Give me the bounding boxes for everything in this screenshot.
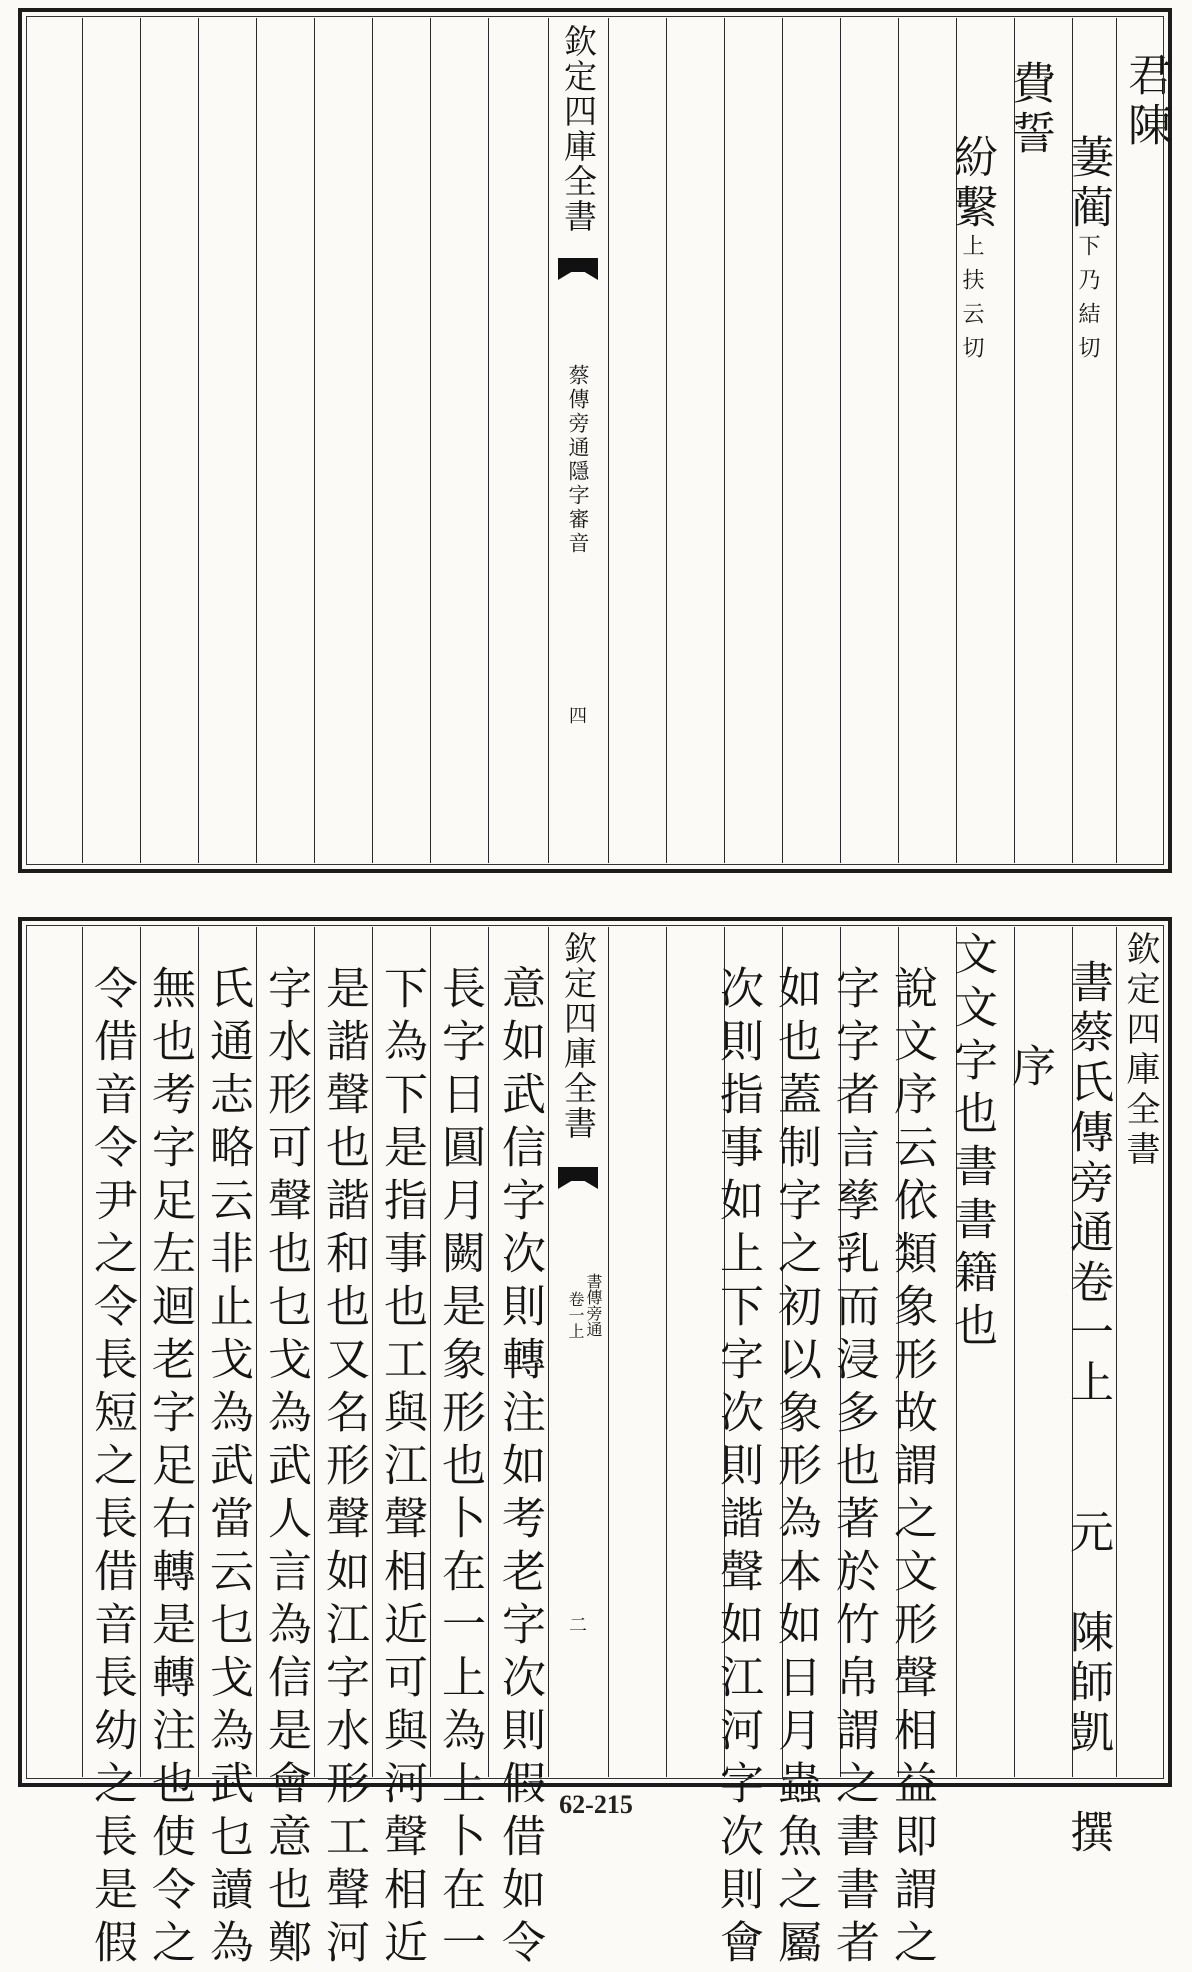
center-subtitle-volume: 卷一上 bbox=[566, 1291, 585, 1339]
column-title-jun-chen: 君陳 bbox=[1120, 52, 1171, 152]
text-column: 字水形可聲也乜戈為武人言為信是會意也鄭 bbox=[260, 965, 311, 1972]
entry-characters: 紛繫 bbox=[946, 134, 997, 234]
text-column: 次則指事如上下字次則諧聲如江河字次則會 bbox=[712, 965, 763, 1972]
text-column: 是諧聲也諧和也又名形聲如江字水形工聲河 bbox=[318, 965, 369, 1972]
page-number: 四 bbox=[569, 706, 587, 727]
center-title: 欽定四庫全書 bbox=[559, 931, 598, 1141]
entry-characters: 萋蔺 bbox=[1062, 134, 1113, 234]
reading-note: 下乃結切 bbox=[1075, 234, 1100, 370]
reading-note: 上扶云切 bbox=[959, 234, 984, 370]
fishtail-mark-icon bbox=[558, 1167, 598, 1199]
upper-page bbox=[18, 8, 1172, 873]
fishtail-mark-icon bbox=[558, 258, 598, 290]
text-column: 長字日圓月闕是象形也卜在一上為上卜在一 bbox=[434, 965, 485, 1972]
text-column: 無也考字足左迴老字足右轉是轉注也使令之 bbox=[144, 965, 195, 1972]
center-title: 欽定四庫全書 bbox=[559, 24, 598, 234]
text-column: 意如武信字次則轉注如考老字次則假借如令 bbox=[494, 965, 545, 1972]
book-title-header: 欽定四庫全書 bbox=[1120, 931, 1160, 1171]
text-column: 氏通志略云非止戈為武當云乜戈為武乜讀為 bbox=[202, 965, 253, 1972]
text-column: 說文序云依類象形故謂之文形聲相益即謂之 bbox=[886, 965, 937, 1972]
center-subtitle: 蔡傳旁通隱字審音 bbox=[566, 364, 590, 556]
center-subtitle: 書傳旁通 bbox=[584, 1273, 603, 1337]
page-number: 二 bbox=[569, 1615, 587, 1636]
text-column: 字字者言孳乳而浸多也著於竹帛謂之書書者 bbox=[828, 965, 879, 1972]
volume-title-line: 書蔡氏傳旁通卷一上 元 陳師凱 撰 bbox=[1062, 959, 1113, 1859]
page-signature: 62-215 bbox=[559, 1790, 633, 1819]
section-heading-preface: 序 bbox=[1004, 1043, 1055, 1093]
column-entry-fen-xi bbox=[940, 134, 1002, 370]
text-column: 文文字也書書籍也 bbox=[946, 931, 997, 1355]
column-entry-qi-lin bbox=[1056, 134, 1118, 370]
column-title-bi-shi: 費誓 bbox=[1004, 60, 1055, 160]
text-column: 令借音令尹之令長短之長借音長幼之長是假 bbox=[86, 965, 137, 1972]
text-column: 如也蓋制字之初以象形為本如日月蟲魚之屬 bbox=[770, 965, 821, 1972]
text-column: 下為下是指事也工與江聲相近可與河聲相近 bbox=[376, 965, 427, 1972]
